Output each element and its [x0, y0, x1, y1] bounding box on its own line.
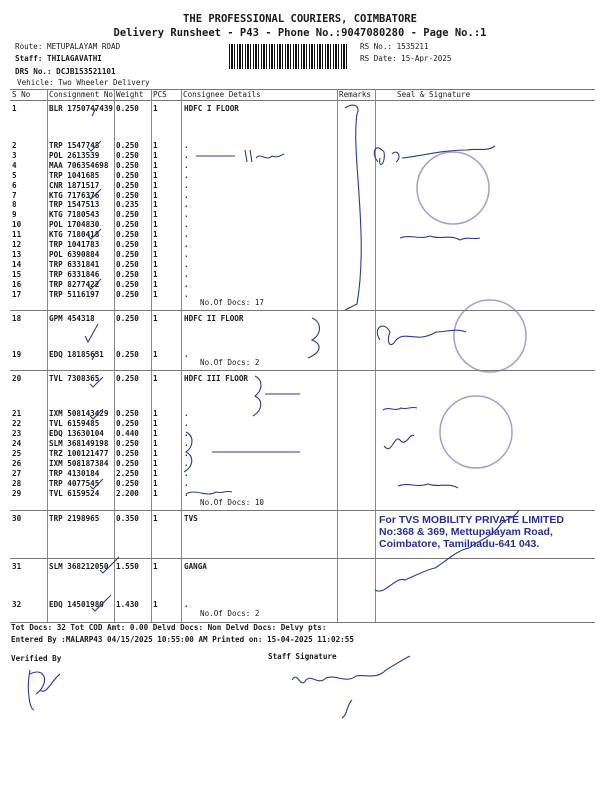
weight: 0.250 — [116, 279, 139, 289]
col-seal-signature-header: Seal & Signature — [397, 90, 471, 99]
drs-no: DRS No.: DCJB153521101 — [15, 67, 116, 76]
second-floor-note — [196, 150, 284, 162]
consignment-no: BLR 1750747439 — [49, 104, 114, 113]
entered-by-line: Entered By :MALARP43 04/15/2025 10:55:00 AM Printed on: 15-04-2025 11:02:55 — [11, 635, 354, 644]
consignee-detail: . — [184, 230, 189, 240]
weight: 0.250 — [116, 350, 139, 359]
runsheet-subtitle: Delivery Runsheet - P43 - Phone No.:9047080280 - Page No.:1 — [113, 27, 487, 39]
weight: 0.250 — [116, 220, 139, 230]
consignment-no: TVL 7308365 — [49, 374, 100, 383]
row-sno: 20 — [12, 374, 22, 383]
pcs: 1 — [153, 150, 158, 160]
consignment-no: EDQ 13630104 — [49, 429, 104, 438]
consignment-no: TRP 4077545 — [49, 479, 100, 488]
verified-by-label: Verified By — [11, 654, 62, 663]
signature — [374, 146, 495, 165]
col-weight-header: Weight — [116, 90, 144, 99]
pcs: 1 — [153, 210, 158, 220]
row-sno: 10 — [12, 220, 22, 230]
consignment-no: KTG 7180543 — [49, 210, 100, 220]
weight: 0.250 — [116, 289, 139, 299]
weight: 0.250 — [116, 249, 139, 259]
row-sno: 12 — [12, 240, 22, 249]
pcs: 1 — [153, 240, 158, 249]
weight: 0.440 — [116, 429, 139, 438]
signature — [398, 484, 458, 488]
row-sno: 3 — [12, 150, 17, 160]
staff-signature-label: Staff Signature — [268, 652, 337, 661]
company-stamp — [379, 514, 564, 550]
weight: 0.250 — [116, 141, 139, 150]
weight: 0.250 — [116, 240, 139, 249]
consignee-detail: . — [184, 489, 189, 498]
pcs: 1 — [153, 562, 158, 571]
remarks-bracket — [184, 432, 300, 472]
weight: 0.250 — [116, 160, 139, 170]
barcode — [229, 44, 349, 69]
pcs: 1 — [153, 279, 158, 289]
consignee-detail: . — [184, 259, 189, 269]
consignment-no: SLM 368149198 — [49, 439, 109, 448]
row-sno: 26 — [12, 459, 22, 468]
verified-by-signature — [28, 670, 60, 710]
remarks-bracket — [253, 376, 300, 416]
row-sno: 14 — [12, 259, 22, 269]
row-sno: 22 — [12, 419, 22, 428]
pcs: 1 — [153, 160, 158, 170]
row-sno: 23 — [12, 429, 22, 438]
first-floor-note — [186, 491, 232, 494]
consignment-no: TVL 6159524 — [49, 489, 100, 498]
consignee-detail: . — [184, 249, 189, 259]
company-title: THE PROFESSIONAL COURIERS, COIMBATORE — [183, 13, 417, 25]
pcs: 1 — [153, 350, 158, 359]
consignment-no: TRP 1547748 — [49, 141, 100, 150]
column-divider — [181, 89, 182, 622]
group-divider — [10, 370, 595, 371]
staff: Staff: THILAGAVATHI — [15, 54, 102, 63]
consignment-no: TRP 1547513 — [49, 200, 100, 210]
weight: 0.250 — [116, 190, 139, 200]
consignee-detail: . — [184, 600, 189, 609]
pcs: 1 — [153, 220, 158, 230]
row-sno: 27 — [12, 469, 22, 478]
consignee-detail: . — [184, 240, 189, 249]
weight: 0.250 — [116, 259, 139, 269]
vehicle: Vehicle: Two Wheeler Delivery — [17, 78, 150, 87]
consignment-no: TRP 8277422 — [49, 279, 100, 289]
pcs: 1 — [153, 314, 158, 323]
col-consignee-details-header: Consignee Details — [183, 90, 261, 99]
consignment-no: TRP 4130184 — [49, 469, 100, 478]
pcs: 1 — [153, 249, 158, 259]
pcs: 1 — [153, 419, 158, 428]
row-sno: 2 — [12, 141, 17, 150]
signature — [384, 435, 414, 448]
consignee-name: HDFC I FLOOR — [184, 104, 239, 113]
weight: 0.250 — [116, 104, 139, 113]
consignee-detail: . — [184, 449, 189, 458]
pcs: 1 — [153, 289, 158, 299]
consignment-no: TRZ 100121477 — [49, 449, 109, 458]
row-sno: 7 — [12, 190, 17, 200]
pcs: 1 — [153, 230, 158, 240]
weight: 0.250 — [116, 170, 139, 180]
consignee-detail: . — [184, 220, 189, 230]
consignment-no: POL 6390884 — [49, 249, 100, 259]
weight: 0.350 — [116, 514, 139, 523]
stamp-line-2: No:368 & 369, Mettupalayam Road, — [379, 526, 553, 538]
weight: 2.200 — [116, 489, 139, 498]
group-divider — [10, 510, 595, 511]
consignment-no: TVL 6159485 — [49, 419, 100, 428]
header-bottom-border — [10, 100, 595, 101]
weight: 0.250 — [116, 180, 139, 190]
row-sno: 17 — [12, 289, 22, 299]
route: Route: METUPALAYAM ROAD — [15, 42, 121, 51]
pcs: 1 — [153, 449, 158, 458]
rs-date: RS Date: 15-Apr-2025 — [360, 54, 452, 63]
weight: 2.250 — [116, 469, 139, 478]
consignment-no: POL 1704830 — [49, 220, 100, 230]
consignee-detail: . — [184, 459, 189, 468]
weight: 0.250 — [116, 449, 139, 458]
consignee-name: GANGA — [184, 562, 207, 571]
consignee-detail: . — [184, 469, 189, 478]
staff-signature — [292, 656, 410, 718]
pcs: 1 — [153, 190, 158, 200]
consignee-detail: . — [184, 269, 189, 279]
row-sno: 4 — [12, 160, 17, 170]
pcs: 1 — [153, 180, 158, 190]
row-sno: 9 — [12, 210, 17, 220]
column-divider — [114, 89, 115, 622]
weight: 1.550 — [116, 562, 139, 571]
row-sno: 30 — [12, 514, 22, 523]
consignee-name: HDFC II FLOOR — [184, 314, 244, 323]
weight: 0.250 — [116, 210, 139, 220]
pcs: 1 — [153, 259, 158, 269]
row-sno: 5 — [12, 170, 17, 180]
consignment-no: TRP 1041685 — [49, 170, 100, 180]
consignee-detail: . — [184, 180, 189, 190]
col-sno-header: S No — [12, 90, 31, 99]
consignee-name: HDFC III FLOOR — [184, 374, 249, 383]
weight: 1.430 — [116, 600, 139, 609]
consignee-detail: . — [184, 409, 189, 418]
consignment-no: CNR 1871517 — [49, 180, 100, 190]
consignee-detail: . — [184, 419, 189, 428]
group-divider — [10, 558, 595, 559]
pcs: 1 — [153, 374, 158, 383]
row-sno: 19 — [12, 350, 22, 359]
pcs: 1 — [153, 409, 158, 418]
pcs: 1 — [153, 514, 158, 523]
pcs: 1 — [153, 469, 158, 478]
seal-stamp — [417, 152, 489, 224]
pcs: 1 — [153, 600, 158, 609]
row-sno: 25 — [12, 449, 22, 458]
consignment-no: SLM 368212050 — [49, 562, 109, 571]
consignment-no: IXM 508143429 — [49, 409, 109, 418]
pcs: 1 — [153, 200, 158, 210]
consignment-no: TRP 5116197 — [49, 289, 100, 299]
consignee-detail: . — [184, 279, 189, 289]
col-consignment-no-header: Consignment No — [49, 90, 114, 99]
pcs: 1 — [153, 429, 158, 438]
consignee-detail: . — [184, 439, 189, 448]
consignment-no: TRP 1041783 — [49, 240, 100, 249]
consignment-no: IXM 508187384 — [49, 459, 109, 468]
seal-stamp — [440, 396, 512, 468]
pcs: 1 — [153, 479, 158, 488]
row-sno: 15 — [12, 269, 22, 279]
signature — [383, 407, 417, 410]
docs-count: No.Of Docs: 10 — [200, 498, 265, 507]
row-sno: 28 — [12, 479, 22, 488]
consignee-detail: . — [184, 210, 189, 220]
pcs: 1 — [153, 104, 158, 113]
consignment-no: TRP 6331846 — [49, 269, 100, 279]
row-sno: 11 — [12, 230, 22, 240]
consignment-no: TRP 2198965 — [49, 514, 100, 523]
consignment-no: MAA 706354698 — [49, 160, 109, 170]
pcs: 1 — [153, 141, 158, 150]
col-pcs-header: PCS — [153, 90, 167, 99]
pcs: 1 — [153, 170, 158, 180]
column-divider — [375, 89, 376, 622]
weight: 0.250 — [116, 314, 139, 323]
consignment-no: POL 2613539 — [49, 150, 100, 160]
weight: 0.250 — [116, 230, 139, 240]
consignment-no: TRP 6331841 — [49, 259, 100, 269]
col-remarks-header: Remarks — [339, 90, 372, 99]
consignee-detail: . — [184, 141, 189, 150]
signature — [377, 326, 466, 345]
consignee-detail: . — [184, 190, 189, 200]
consignee-detail: . — [184, 479, 189, 488]
group-divider — [10, 310, 595, 311]
consignment-no: GPM 454318 — [49, 314, 95, 323]
weight: 0.235 — [116, 200, 139, 210]
column-divider — [337, 89, 338, 622]
column-divider — [47, 89, 48, 622]
row-sno: 24 — [12, 439, 22, 448]
stamp-line-3: Coimbatore, Tamilnadu-641 043. — [379, 538, 540, 550]
weight: 0.250 — [116, 439, 139, 448]
weight: 0.250 — [116, 459, 139, 468]
totals-line: Tot Docs: 32 Tot COD Amt: 0.00 Delvd Docs: Non Delvd Docs: Delvy pts: — [11, 623, 327, 632]
row-sno: 13 — [12, 249, 22, 259]
row-sno: 1 — [12, 104, 17, 113]
remarks-bracket — [345, 105, 361, 310]
docs-count: No.Of Docs: 17 — [200, 298, 265, 307]
stamp-line-1: For TVS MOBILITY PRIVATE LIMITED — [379, 514, 564, 526]
row-sno: 8 — [12, 200, 17, 210]
pcs: 1 — [153, 489, 158, 498]
consignee-detail: . — [184, 200, 189, 210]
weight: 0.250 — [116, 409, 139, 418]
consignment-no: KTG 7180418 — [49, 230, 100, 240]
consignee-detail: . — [184, 150, 189, 160]
consignment-no: EDQ 14501980 — [49, 600, 104, 609]
docs-count: No.Of Docs: 2 — [200, 609, 260, 618]
consignee-name: TVS — [184, 514, 198, 523]
consignee-detail: . — [184, 289, 189, 299]
row-sno: 6 — [12, 180, 17, 190]
row-sno: 32 — [12, 600, 22, 609]
row-sno: 18 — [12, 314, 22, 323]
consignee-detail: . — [184, 170, 189, 180]
row-sno: 16 — [12, 279, 22, 289]
weight: 0.250 — [116, 419, 139, 428]
consignee-detail: . — [184, 429, 189, 438]
weight: 0.250 — [116, 479, 139, 488]
consignment-no: KTG 7176376 — [49, 190, 100, 200]
row-sno: 29 — [12, 489, 22, 498]
pcs: 1 — [153, 269, 158, 279]
consignment-no: EDQ 18185631 — [49, 350, 104, 359]
weight: 0.250 — [116, 374, 139, 383]
weight: 0.250 — [116, 150, 139, 160]
docs-count: No.Of Docs: 2 — [200, 358, 260, 367]
remarks-bracket — [308, 318, 320, 358]
signature — [400, 236, 480, 240]
pcs: 1 — [153, 439, 158, 448]
consignee-detail: . — [184, 160, 189, 170]
column-divider — [151, 89, 152, 622]
pcs: 1 — [153, 459, 158, 468]
rs-no: RS No.: 1535211 — [360, 42, 429, 51]
row-sno: 31 — [12, 562, 22, 571]
row-sno: 21 — [12, 409, 22, 418]
consignee-detail: . — [184, 350, 189, 359]
weight: 0.250 — [116, 269, 139, 279]
